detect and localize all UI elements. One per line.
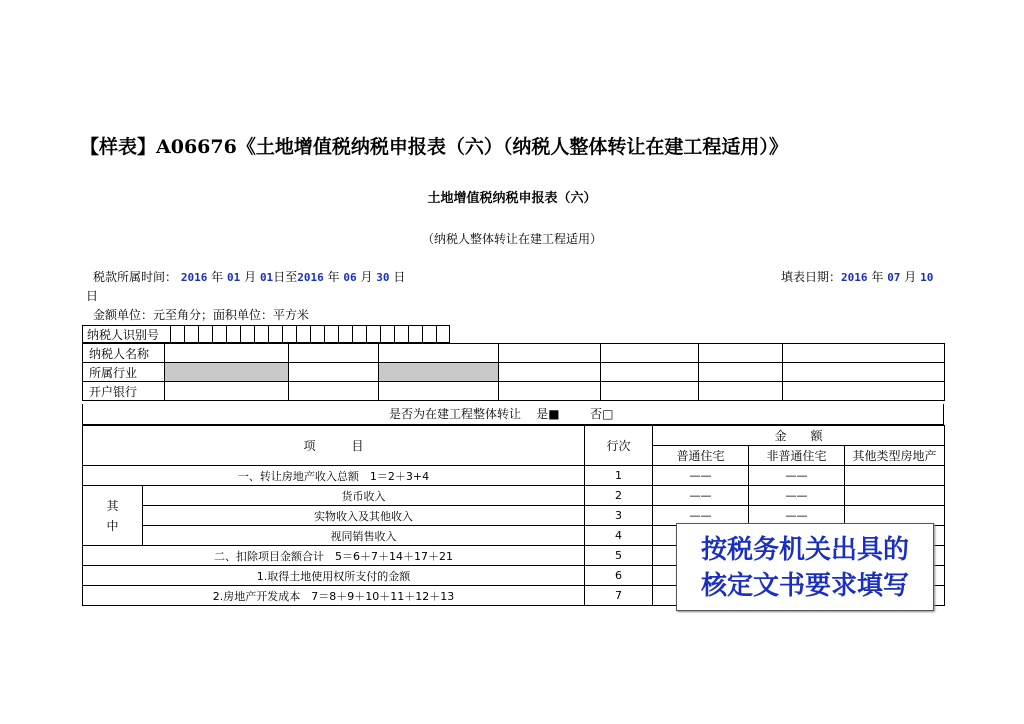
- amount-non-ordinary[interactable]: ——: [749, 486, 845, 506]
- info-row-industry: [83, 363, 945, 382]
- info-label: 开户银行: [83, 382, 165, 401]
- transfer-flag: [389, 404, 613, 424]
- month-char: 月: [360, 270, 373, 284]
- month-char: 月: [244, 270, 257, 284]
- row-item: 二、扣除项目金额合计 5＝6＋7＋14＋17＋21: [83, 546, 585, 566]
- tax-period-label: 税款所属时间：: [93, 270, 178, 284]
- amount-ordinary[interactable]: ——: [653, 506, 749, 526]
- instruction-overlay: [676, 523, 934, 611]
- fill-year: 2016: [841, 271, 868, 284]
- id-digit-box[interactable]: [170, 325, 184, 343]
- id-digit-box[interactable]: [408, 325, 422, 343]
- info-cell[interactable]: [699, 344, 783, 363]
- side-label-char: 中: [106, 518, 119, 533]
- header-row-no: 行次: [585, 426, 653, 466]
- id-digit-box[interactable]: [310, 325, 324, 343]
- taxpayer-id-row: [82, 325, 450, 343]
- info-cell[interactable]: [499, 382, 601, 401]
- row-item: 视同销售收入: [143, 526, 585, 546]
- row-item: 1.取得土地使用权所支付的金额: [83, 566, 585, 586]
- info-cell[interactable]: [699, 363, 783, 382]
- id-digit-box[interactable]: [366, 325, 380, 343]
- taxpayer-id-label: 纳税人识别号: [82, 325, 170, 343]
- id-digit-box[interactable]: [296, 325, 310, 343]
- header-non-ordinary: 非普通住宅: [749, 446, 845, 466]
- amount-ordinary[interactable]: ——: [653, 486, 749, 506]
- fill-month: 07: [887, 271, 901, 284]
- row-no: 6: [585, 566, 653, 586]
- end-month: 06: [343, 271, 357, 284]
- form-title: 土地增值税纳税申报表（六）: [427, 191, 597, 206]
- fill-date-label: 填表日期：: [781, 270, 842, 284]
- id-digit-box[interactable]: [436, 325, 450, 343]
- taxpayer-info-table: [82, 343, 945, 401]
- info-cell[interactable]: [601, 382, 699, 401]
- id-digit-box[interactable]: [338, 325, 352, 343]
- day-char: 日: [393, 270, 406, 284]
- month-char: 月: [904, 270, 917, 284]
- document-title: 【样表】A06676《土地增值税纳税申报表（六）（纳税人整体转让在建工程适用）》: [80, 136, 788, 158]
- row-item: 2.房地产开发成本 7＝8＋9＋10＋11＋12＋13: [83, 586, 585, 606]
- fill-date: [781, 268, 933, 285]
- table-row: [83, 486, 945, 506]
- info-cell[interactable]: [783, 382, 945, 401]
- info-cell[interactable]: [165, 382, 289, 401]
- transfer-flag-yes[interactable]: 是■: [536, 407, 560, 421]
- amount-other[interactable]: [845, 466, 945, 486]
- side-label-char: 其: [106, 498, 119, 513]
- info-label: 纳税人名称: [83, 344, 165, 363]
- id-digit-box[interactable]: [240, 325, 254, 343]
- year-char: 年: [327, 270, 340, 284]
- overlay-line: 核定文书要求填写: [700, 571, 909, 601]
- end-day: 30: [376, 271, 390, 284]
- info-label: 所属行业: [83, 363, 165, 382]
- header-amount: 金 额: [653, 426, 945, 446]
- row-item: 一、转让房地产收入总额 1＝2＋3+4: [83, 466, 585, 486]
- info-cell[interactable]: [379, 382, 499, 401]
- info-cell[interactable]: [289, 363, 379, 382]
- amount-non-ordinary[interactable]: ——: [749, 506, 845, 526]
- row-no: 3: [585, 506, 653, 526]
- side-label: [83, 486, 143, 546]
- info-cell[interactable]: [379, 344, 499, 363]
- overlay-line: 按税务机关出具的: [700, 535, 909, 565]
- transfer-flag-question: 是否为在建工程整体转让: [389, 407, 522, 421]
- id-digit-box[interactable]: [254, 325, 268, 343]
- row-no: 5: [585, 546, 653, 566]
- info-cell[interactable]: [499, 344, 601, 363]
- header-ordinary: 普通住宅: [653, 446, 749, 466]
- id-digit-box[interactable]: [352, 325, 366, 343]
- info-cell[interactable]: [601, 363, 699, 382]
- day-to: 日至: [273, 270, 298, 284]
- tax-period-wrap: 日: [86, 289, 99, 303]
- year-char: 年: [211, 270, 224, 284]
- fill-day: 10: [920, 271, 934, 284]
- info-cell-shaded: [379, 363, 499, 382]
- info-cell[interactable]: [289, 382, 379, 401]
- id-digit-box[interactable]: [268, 325, 282, 343]
- id-digit-box[interactable]: [324, 325, 338, 343]
- id-digit-box[interactable]: [282, 325, 296, 343]
- amount-other[interactable]: [845, 486, 945, 506]
- units-note: 金额单位：元至角分；面积单位：平方米: [93, 308, 310, 322]
- form-subtitle: （纳税人整体转让在建工程适用）: [421, 232, 602, 246]
- id-digit-box[interactable]: [198, 325, 212, 343]
- header-other: 其他类型房地产: [845, 446, 945, 466]
- info-cell[interactable]: [165, 344, 289, 363]
- id-digit-box[interactable]: [212, 325, 226, 343]
- header-item: 项 目: [83, 426, 585, 466]
- id-digit-box[interactable]: [394, 325, 408, 343]
- header-row-1: [83, 426, 945, 446]
- row-no: 7: [585, 586, 653, 606]
- row-item: 实物收入及其他收入: [143, 506, 585, 526]
- id-digit-box[interactable]: [422, 325, 436, 343]
- id-digit-box[interactable]: [226, 325, 240, 343]
- row-no: 2: [585, 486, 653, 506]
- transfer-flag-row: [82, 404, 944, 425]
- row-item: 货币收入: [143, 486, 585, 506]
- amount-non-ordinary[interactable]: ——: [749, 466, 845, 486]
- info-cell-shaded: [165, 363, 289, 382]
- id-digit-box[interactable]: [380, 325, 394, 343]
- info-cell[interactable]: [699, 382, 783, 401]
- transfer-flag-no[interactable]: 否□: [590, 407, 614, 421]
- row-no: 4: [585, 526, 653, 546]
- info-row-bank: [83, 382, 945, 401]
- start-day: 01: [259, 271, 274, 284]
- end-year: 2016: [297, 271, 324, 284]
- info-cell[interactable]: [499, 363, 601, 382]
- row-no: 1: [585, 466, 653, 486]
- info-cell[interactable]: [289, 344, 379, 363]
- info-cell[interactable]: [783, 344, 945, 363]
- info-cell[interactable]: [783, 363, 945, 382]
- tax-period: [93, 268, 405, 285]
- start-year: 2016: [180, 271, 208, 284]
- info-cell[interactable]: [601, 344, 699, 363]
- info-row-name: [83, 344, 945, 363]
- id-digit-box[interactable]: [184, 325, 198, 343]
- amount-ordinary[interactable]: ——: [653, 466, 749, 486]
- table-row: [83, 466, 945, 486]
- start-month: 01: [227, 271, 241, 284]
- year-char: 年: [871, 270, 884, 284]
